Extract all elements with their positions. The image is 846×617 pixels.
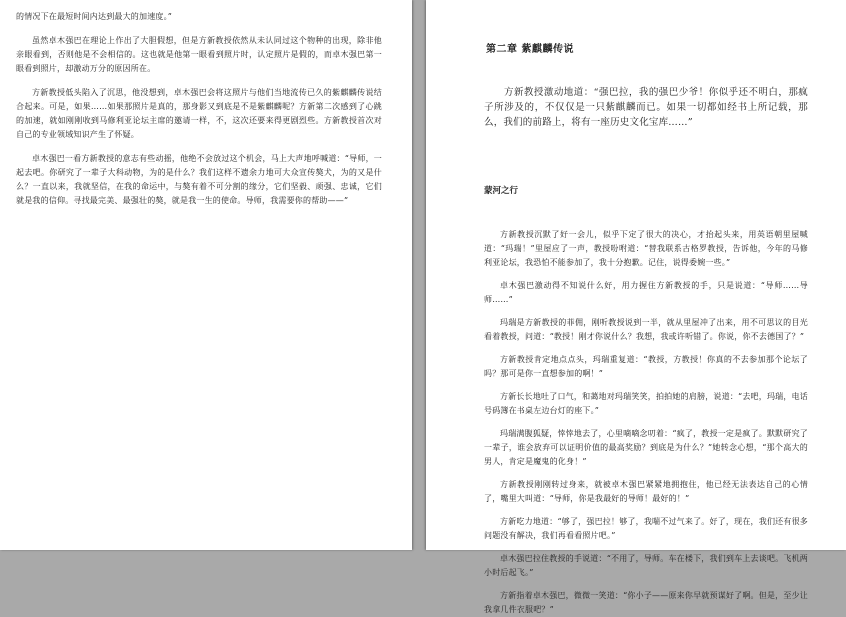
left-page [0, 0, 412, 550]
right-paragraph: 方新教授刚刚转过身来，就被卓木强巴紧紧地拥抱住，他已经无法表达自己的心情了，嘴里大叫道：“导师，你是我最好的导师！最好的！” [484, 480, 808, 503]
right-paragraph: 方新教授肯定地点点头，玛瑞重复道：“教授，方教授！你真的不去参加那个论坛了吗？那可是你一直想参加的啊！” [484, 355, 808, 378]
right-paragraph: 方新教授沉默了好一会儿，似乎下定了很大的决心，才抬起头来，用英语朝里屋喊道：“玛瑞！”里屋应了一声，教授吩咐道：“替我联系古格罗教授，告诉他，今年的马修利亚论坛，我恐怕不能参加了，我十分抱歉。记住，说得委婉一些。” [484, 230, 808, 267]
right-paragraph: 方新指着卓木强巴，微微一笑道：“你小子——原来你早就预谋好了啊。但是，至少让我拿几件衣服吧？” [484, 591, 808, 614]
right-page [426, 0, 846, 614]
right-paragraph: 方新长长地吐了口气，和蔼地对玛瑞笑笑，拍拍她的肩膀，说道：“去吧，玛瑞，电话号码簿在书桌左边台灯的座下。” [484, 392, 808, 415]
left-paragraph: 卓木强巴一看方新教授的意志有些动摇，他绝不会放过这个机会，马上大声地呼喊道：“导师，一起去吧。你研究了一辈子大科动物，为的是什么？我们这样不遗余力地可大众宣传獒犬，为的又是什么？一直以来，我就坚信，在我的命运中，与獒有着不可分割的缘分，它们坚毅、顽强、忠诚，它们就是我的信仰。寻找最完美、最强壮的獒，就是我一生的使命。导师，我需要你的帮助——” [16, 154, 382, 205]
chapter-title: 第二章 紫麒麟传说 [486, 44, 574, 55]
right-paragraph: 卓木强巴激动得不知说什么好，用力握住方新教授的手，只是说道：“导师……导师……” [484, 281, 808, 304]
right-paragraph: 玛瑞满腹狐疑，悻悻地去了，心里嘀嘀念叨着：“疯了，教授一定是疯了。默默研究了一辈子，谁会放弃可以证明价值的最高奖励？到底是为什么？”她转念心想，“那个高大的男人，肯定是魔鬼的化身！” [484, 429, 808, 466]
section-title: 蒙河之行 [484, 186, 519, 196]
chapter-intro: 方新教授激动地道：“强巴拉，我的强巴少爷！你似乎还不明白，那疯子所涉及的，不仅仅是一只紫麒麟而已。如果一切都如经书上所记载，那么，我们的前路上，将有一座历史文化宝库……” [484, 87, 808, 128]
right-paragraph: 卓木强巴拉住教授的手说道：“不用了，导师。车在楼下，我们到车上去谈吧。飞机两小时后起飞。” [484, 554, 808, 577]
right-paragraph: 方新吃力地道：“够了，强巴拉！够了，我喘不过气来了。好了，现在，我们还有很多问题没有解决，我们再看看照片吧。” [484, 517, 808, 540]
right-paragraph: 玛瑞是方新教授的菲佣，刚听教授说到一半，就从里屋冲了出来，用不可思议的目光看着教授，问道：“教授！刚才你说什么？我想，我或许听错了。你说，你不去德国了？” [484, 318, 808, 341]
left-paragraph: 方新教授低头陷入了沉思，他没想到，卓木强巴会将这照片与他们当地流传已久的紫麒麟传说结合起来。可是，如果……如果那照片是真的，那身影又到底是不是紫麒麟呢？方新第二次感到了心跳的加速，就如刚刚收到马修利亚论坛主席的邀请一样，不，这次还要来得更剧烈些。方新教授首次对自己的专业领域知识产生了怀疑。 [16, 88, 382, 139]
left-paragraph: 虽然卓木强巴在理论上作出了大胆假想，但是方新教授依然从未认同过这个物种的出现，除非他亲眼看到，否则他是不会相信的。这也就是他第一眼看到照片时，认定照片是假的，而卓木强巴第一眼看到照片，却激动万分的原因所在。 [16, 36, 382, 73]
left-paragraph: 的情况下在最短时间内达到最大的加速度。” [16, 12, 173, 21]
